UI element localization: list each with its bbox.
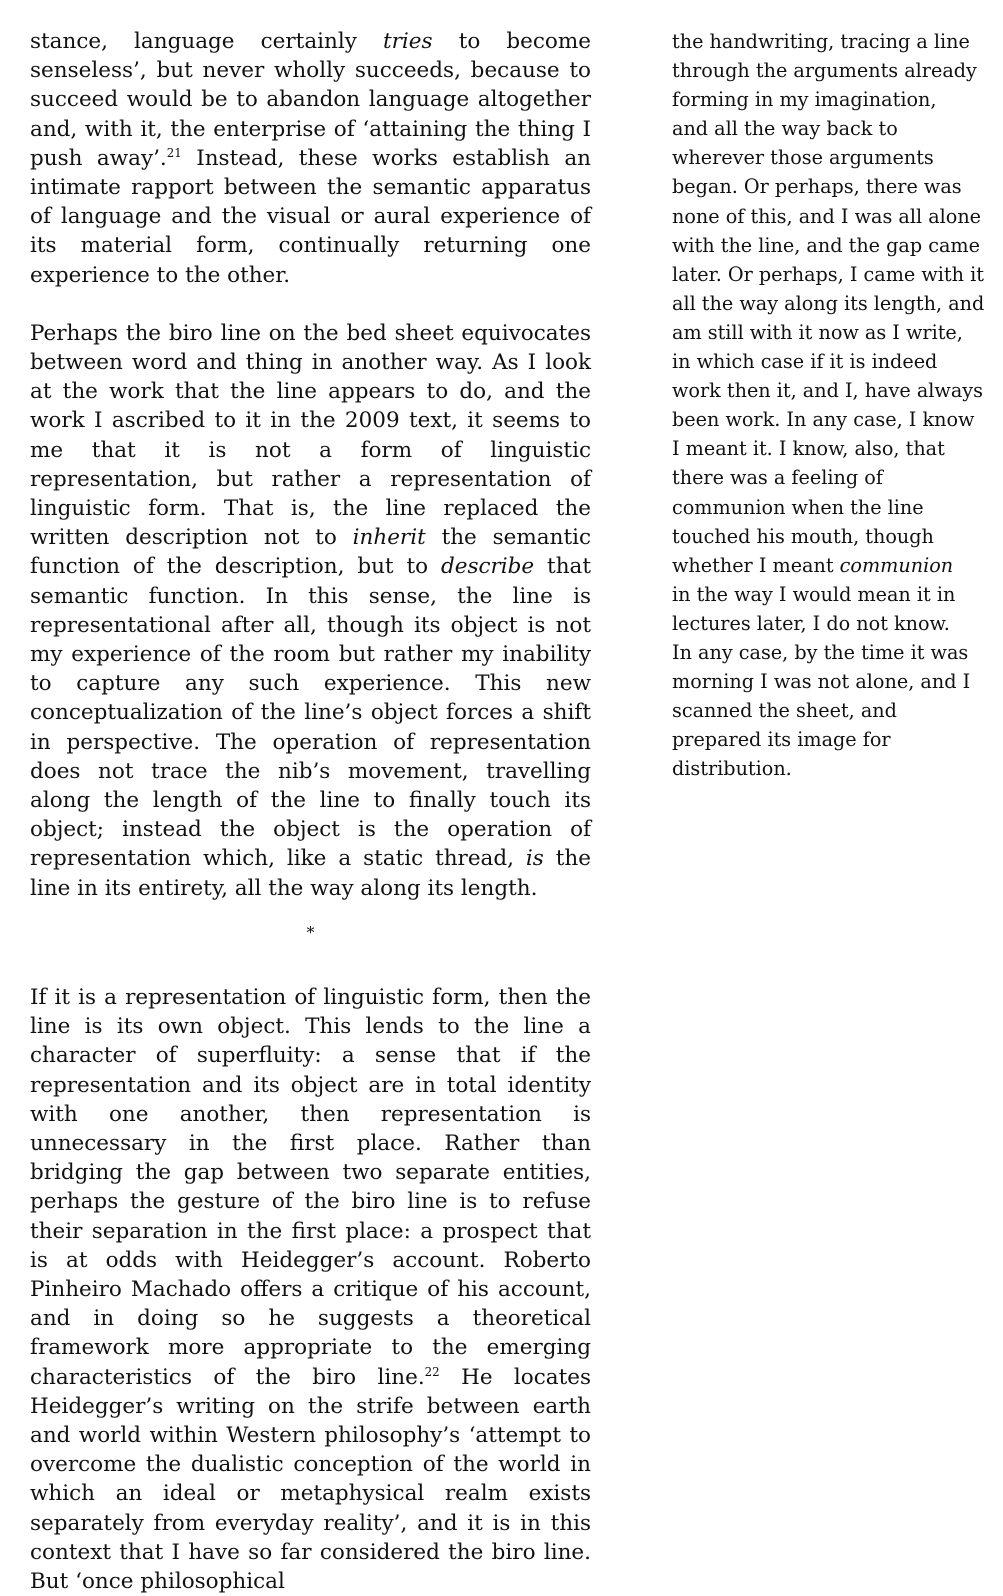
text-run: If it is a representation of linguistic form, then the line is its own object. This lends to the line a character of superfluity: a sense that if the representation and its object are in total identity with one another, then representation is unnecessary in the first place. Rather than bridging the gap between two separate entities, perhaps the gesture of the biro line is to refuse their separation in the first place: a prospect that is at odds with Heidegger’s account. Roberto Pinheiro Machado offers a critique of his account, and in doing so he suggests a theoretical framework more appropriate to the emerging characteristics of the biro line. xyxy=(30,984,591,1390)
text-run: whether I meant xyxy=(672,553,840,577)
text-run: scanned the sheet, and xyxy=(672,699,897,723)
emphasis-text: describe xyxy=(440,554,535,580)
text-run: there was a feeling of xyxy=(672,466,883,490)
footnote-reference: 22 xyxy=(424,1364,440,1379)
text-run: began. Or perhaps, there was xyxy=(672,175,962,199)
text-run: the semantic function of the description, but to xyxy=(30,525,592,580)
side-text-line xyxy=(672,638,992,667)
text-run: wherever those arguments xyxy=(672,146,934,170)
text-run: communion when the line xyxy=(672,495,924,519)
text-run: Perhaps the biro line on the bed sheet equivocates between word and thing in another way. As I look at the work that the line appears to do, and the work I ascribed to it in the 2009 text, it seems to me that it is not a form of linguistic representation, but rather a representation of linguistic form. That is, the line replaced the written description not to xyxy=(30,320,591,551)
side-text-line xyxy=(672,27,992,56)
side-text-line xyxy=(672,260,992,289)
text-run: touched his mouth, though xyxy=(672,524,934,548)
text-run: to become senseless’, but never wholly succeeds, because to succeed would be to abandon language altogether and, with it, the enterprise of ‘attaining the thing I push away’. xyxy=(30,29,591,171)
side-text-line xyxy=(672,376,992,405)
paragraph-2 xyxy=(30,319,591,903)
side-text-line xyxy=(672,463,992,492)
side-text-line xyxy=(672,114,992,143)
text-run: the line in its entirety, all the way along its length. xyxy=(30,846,591,901)
side-text-line xyxy=(672,725,992,754)
side-text-line xyxy=(672,231,992,260)
side-text-line xyxy=(672,202,992,231)
text-run: prepared its image for xyxy=(672,728,891,752)
text-run: the handwriting, tracing a line xyxy=(672,30,970,53)
emphasis-text: inherit xyxy=(352,525,426,551)
text-run: distribution. xyxy=(672,757,792,781)
side-text-line xyxy=(672,56,992,85)
text-run: stance, language certainly xyxy=(30,29,384,54)
paragraph-1 xyxy=(30,27,591,290)
emphasis-text: communion xyxy=(839,553,954,577)
text-run: work then it, and I, have always xyxy=(672,379,983,403)
side-text-line xyxy=(672,85,992,114)
emphasis-text: tries xyxy=(383,29,433,54)
side-text-line xyxy=(672,696,992,725)
side-text-line xyxy=(672,318,992,347)
text-run: am still with it now as I write, xyxy=(672,320,963,344)
side-text-line xyxy=(672,289,992,318)
text-run: In any case, by the time it was xyxy=(672,640,969,664)
side-text-line xyxy=(672,347,992,376)
footnote-reference: 21 xyxy=(166,145,182,160)
text-run: with the line, and the gap came xyxy=(672,233,980,257)
side-text-line xyxy=(672,493,992,522)
side-text-column xyxy=(672,27,992,783)
emphasis-text: is xyxy=(525,846,544,872)
side-text-line xyxy=(672,143,992,172)
side-text-line xyxy=(672,667,992,696)
side-text-line xyxy=(672,609,992,638)
side-text-line xyxy=(672,522,992,551)
text-run: all the way along its length, and xyxy=(672,291,985,315)
text-run: that semantic function. In this sense, the line is representational after all, though its object is not my experience of the room but rather my inability to capture any such experience. This new conceptualization of the line’s object forces a shift in perspective. The operation of representation does not trace the nib’s movement, travelling along the length of the line to finally touch its object; instead the object is the operation of representation which, like a static thread, xyxy=(30,554,591,872)
side-text-line xyxy=(672,434,992,463)
text-run: lectures later, I do not know. xyxy=(672,611,950,635)
text-run: morning I was not alone, and I xyxy=(672,670,971,694)
text-run: later. Or perhaps, I came with it xyxy=(672,262,984,286)
text-run: in which case if it is indeed xyxy=(672,350,938,374)
text-run: Instead, these works establish an intimate rapport between the semantic apparatus of language and the visual or aural experience of its material form, continually returning one experience to the other. xyxy=(30,145,591,288)
text-run: none of this, and I was all alone xyxy=(672,204,982,228)
paragraph-spacer xyxy=(30,290,591,319)
text-run: He locates Heidegger’s writing on the strife between earth and world within Western philosophy’s ‘attempt to overcome the dualistic conception of the world in which an ideal or metaphysical realm exists separately from everyday reality’, and it is in this context that I have so far considered the biro line. But ‘once philosophical xyxy=(30,1364,592,1594)
text-run: in the way I would mean it in xyxy=(672,582,956,606)
text-run: been work. In any case, I know xyxy=(672,408,975,432)
side-text-line xyxy=(672,172,992,201)
paragraph-3 xyxy=(30,983,591,1596)
section-separator: * xyxy=(306,922,315,942)
side-text-line xyxy=(672,405,992,434)
side-text-line xyxy=(672,551,992,580)
text-run: forming in my imagination, xyxy=(672,88,937,112)
text-run: through the arguments already xyxy=(672,59,977,83)
text-run: I meant it. I know, also, that xyxy=(672,437,945,461)
main-text-column xyxy=(30,27,591,1596)
side-text-line xyxy=(672,580,992,609)
text-run: and all the way back to xyxy=(672,117,898,141)
side-text-line xyxy=(672,754,992,783)
